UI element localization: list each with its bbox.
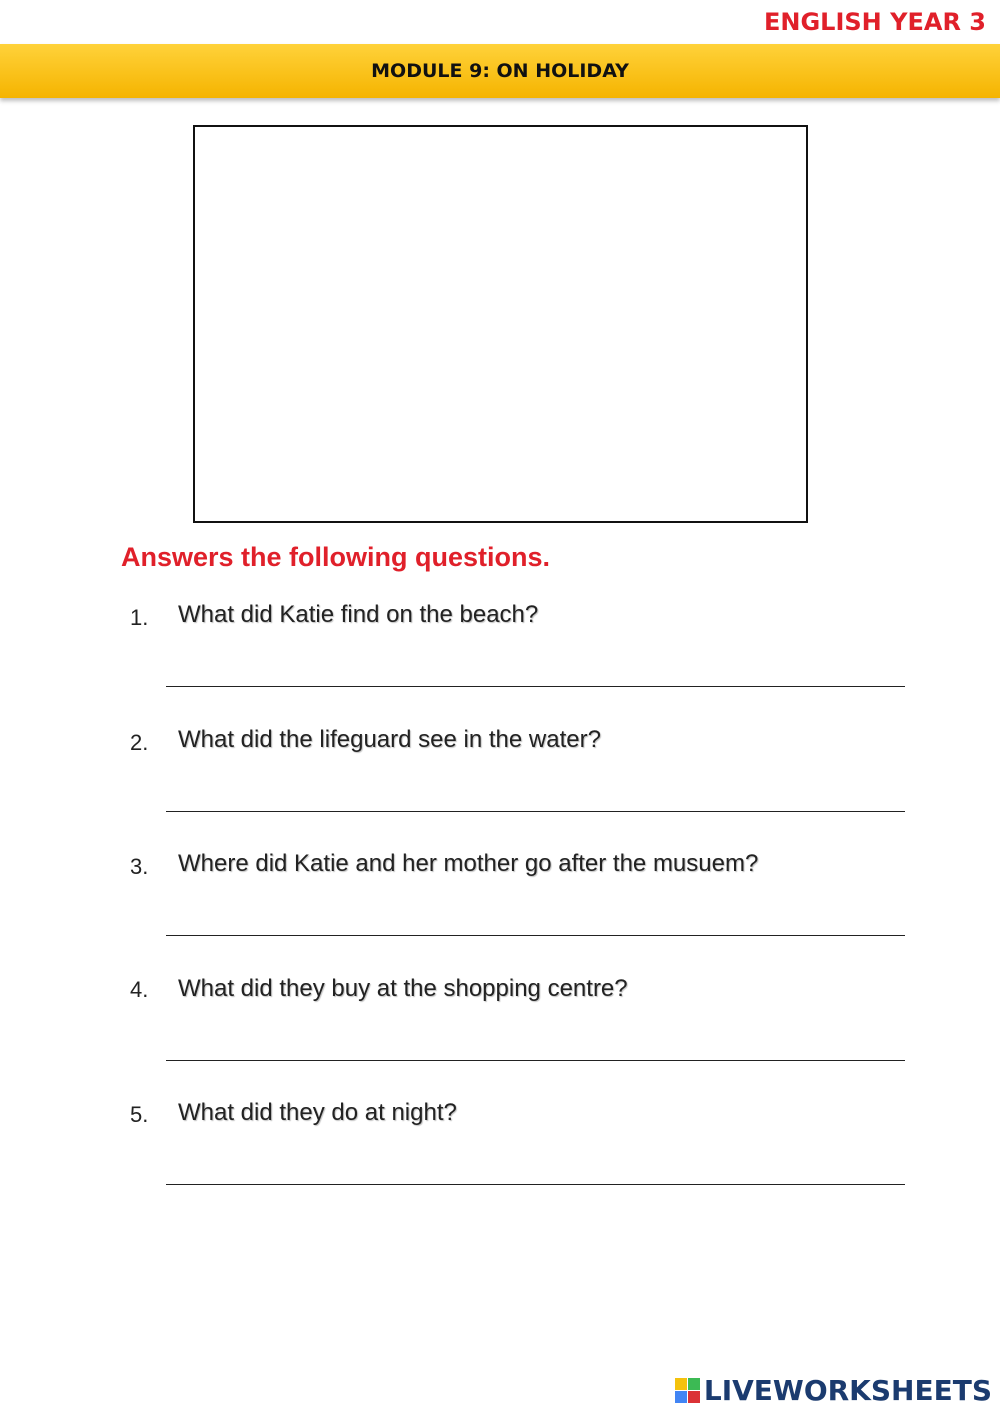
question-number: 4. (130, 977, 149, 1002)
liveworksheets-brand (675, 1374, 992, 1407)
question-text: What did they do at night? (178, 1099, 457, 1126)
question-number: 5. (130, 1102, 149, 1127)
picture-frame (193, 125, 808, 523)
answer-line[interactable] (166, 811, 905, 812)
instruction-heading: Answers the following questions. (121, 542, 551, 572)
question-text: What did the lifeguard see in the water? (178, 726, 601, 753)
question-number: 1. (130, 605, 149, 630)
module-title: MODULE 9: ON HOLIDAY (371, 60, 629, 82)
answer-line[interactable] (166, 935, 905, 936)
subject-title: ENGLISH YEAR 3 (763, 8, 986, 36)
question-text: What did Katie find on the beach? (178, 601, 539, 628)
question-number: 2. (130, 730, 149, 755)
brand-name: LIVEWORKSHEETS (703, 1374, 992, 1407)
answer-line[interactable] (166, 1184, 905, 1185)
answer-line[interactable] (166, 1060, 905, 1061)
question-text: Where did Katie and her mother go after the musuem? (178, 850, 759, 877)
liveworksheets-logo-icon (675, 1378, 700, 1403)
module-banner (0, 44, 1000, 98)
question-number: 3. (130, 854, 149, 879)
question-text: What did they buy at the shopping centre? (178, 975, 628, 1002)
answer-line[interactable] (166, 686, 905, 687)
